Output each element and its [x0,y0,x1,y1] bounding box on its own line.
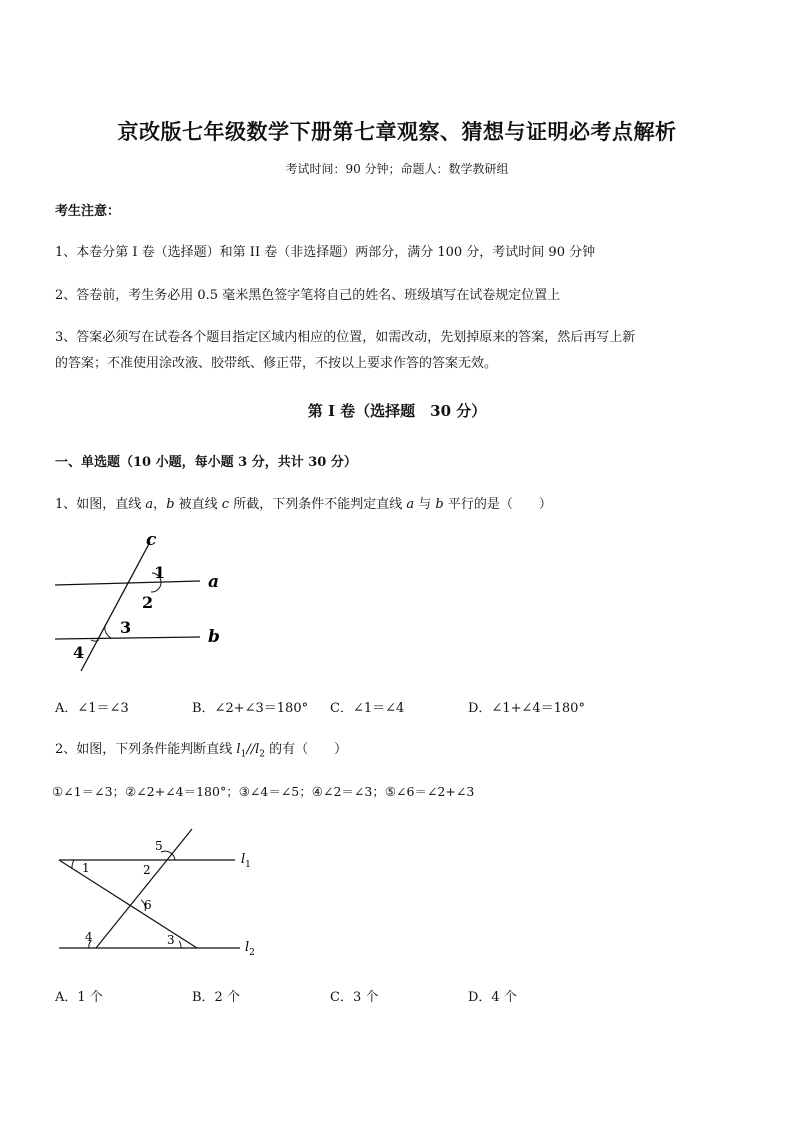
question-2-stem [55,738,347,760]
q1-text: 1、如图，直线 [55,497,146,512]
angle-3-arc [105,625,111,638]
notice-item: 的答案；不准使用涂改液、胶带纸、修正带，不按以上要求作答的答案无效。 [55,356,498,371]
q2-text: 2、如图，下列条件能判断直线 [55,742,237,757]
notice-item: 2、答卷前，考生务必用 0.5 毫米黑色签字笔将自己的姓名、班级填写在试卷规定位置上 [55,288,561,303]
angle-4-arc [91,640,99,641]
q2-option-a[interactable]: A．1 个 [55,990,103,1005]
label-l2-sub: 2 [249,948,255,958]
q1-option-b[interactable]: B．∠2+∠3＝180° [192,701,309,716]
question-1-stem [55,493,552,512]
label-c: c [146,530,157,550]
notice-item: 3、答案必须写在试卷各个题目指定区域内相应的位置，如需改动，先划掉原来的答案，然后再写上新 [55,330,636,345]
label-angle-4: 4 [73,643,85,662]
label-angle-6: 6 [144,898,152,912]
q1-text: 所截，下列条件不能判定直线 [229,497,407,512]
q1-text: ， [153,497,167,512]
q1-text: 平行的是（ ） [443,497,552,512]
q2-option-b[interactable]: B．2 个 [192,990,240,1005]
q1-option-a[interactable]: A．∠1＝∠3 [55,701,129,716]
q2-parallel: // [246,742,256,757]
label-b: b [208,627,220,647]
page-title: 京改版七年级数学下册第七章观察、猜想与证明必考点解析 [117,119,677,144]
question-1-figure [50,528,250,676]
transversal-2 [59,860,197,948]
q1-text: 与 [414,497,436,512]
label-angle-2: 2 [142,593,154,612]
q1-text: 被直线 [174,497,222,512]
label-l2 [245,940,255,958]
label-angle-1: 1 [154,563,166,582]
angle-1-arc [72,860,74,868]
notice-item: 1、本卷分第 I 卷（选择题）和第 II 卷（非选择题）两部分，满分 100 分，考试时间 90 分钟 [55,245,596,260]
label-angle-3: 3 [167,933,175,947]
label-angle-4: 4 [85,930,93,944]
q2-conditions: ①∠1＝∠3；②∠2+∠4＝180°；③∠4＝∠5；④∠2＝∠3；⑤∠6＝∠2+∠3 [52,784,475,799]
label-angle-5: 5 [155,839,163,853]
q1-option-d[interactable]: D．∠1+∠4＝180° [468,701,585,716]
exam-info: 考试时间：90 分钟；命题人：数学教研组 [285,162,509,176]
q2-sub: 2 [259,749,265,760]
q1-option-c[interactable]: C．∠1＝∠4 [330,701,405,716]
question-2-figure [50,822,280,962]
notice-heading: 考生注意： [55,204,121,219]
q2-line: l [236,742,241,757]
q2-option-c[interactable]: C．3 个 [330,990,379,1005]
q1-var: a [145,497,154,512]
label-angle-3: 3 [120,618,132,637]
q1-var: b [435,497,444,512]
q2-line: l [255,742,260,757]
section-title: 第 I 卷（选择题 30 分） [307,402,487,420]
q1-var: a [406,497,415,512]
q1-var: c [221,497,230,512]
label-l2-letter: l [245,940,250,955]
angle-3-arc [179,941,181,948]
part-heading: 一、单选题（10 小题，每小题 3 分，共计 30 分） [55,455,357,470]
q2-option-d[interactable]: D．4 个 [468,990,517,1005]
label-angle-1: 1 [82,861,90,875]
label-angle-2: 2 [143,863,151,877]
label-l1-sub: 1 [245,860,251,870]
label-l1 [241,852,251,870]
label-l1-letter: l [241,852,246,867]
label-a: a [208,572,220,592]
line-c [81,542,150,671]
q2-text: 的有（ ） [264,742,348,757]
line-b [55,637,200,639]
q2-sub: 1 [240,749,247,760]
transversal-1 [96,829,192,948]
q1-var: b [166,497,175,512]
